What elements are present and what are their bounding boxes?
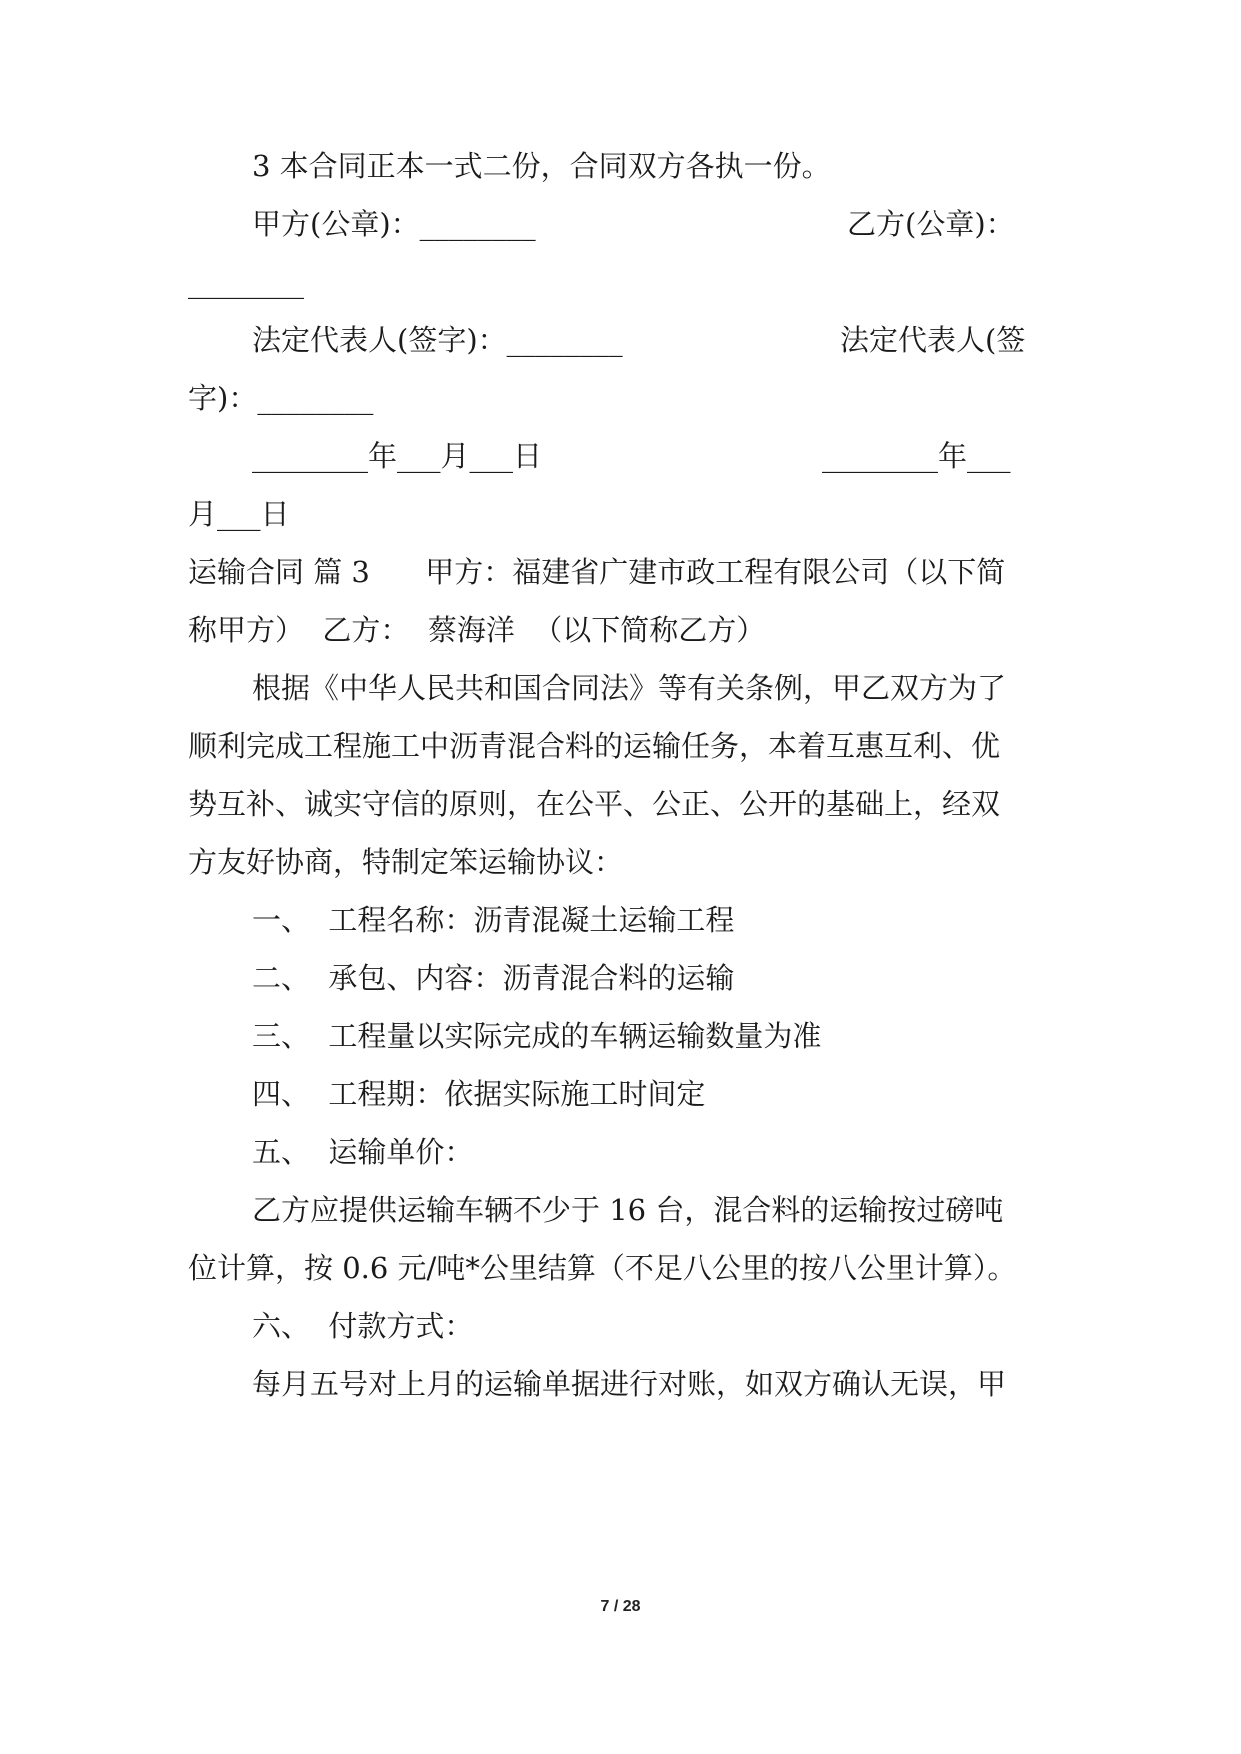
text-line: 月___日: [188, 497, 290, 531]
text-line: ________年___: [822, 439, 1011, 473]
text-line: 根据《中华人民共和国合同法》等有关条例，甲乙双方为了: [252, 671, 1007, 705]
text-line: 运输合同 篇 3 甲方：福建省广建市政工程有限公司（以下简: [188, 555, 1006, 589]
text-line: 六、 付款方式：: [252, 1309, 474, 1343]
text-line: 甲方(公章)：________: [252, 207, 536, 241]
text-line: 顺利完成工程施工中沥青混合料的运输任务，本着互惠互利、优: [188, 729, 1001, 763]
text-line: 势互补、诚实守信的原则，在公平、公正、公开的基础上，经双: [188, 787, 1001, 821]
text-line: 法定代表人(签: [840, 323, 1026, 357]
text-line: 法定代表人(签字)：________: [252, 323, 623, 357]
text-line: ________: [188, 265, 304, 299]
text-line: 3 本合同正本一式二份，合同双方各执一份。: [252, 149, 831, 183]
text-line: 每月五号对上月的运输单据进行对账，如双方确认无误，甲: [252, 1367, 1007, 1401]
text-line: 二、 承包、内容：沥青混合料的运输: [252, 961, 735, 995]
text-line: 四、 工程期：依据实际施工时间定: [252, 1077, 706, 1111]
text-line: 字)：________: [188, 381, 374, 415]
text-line: ________年___月___日: [252, 439, 543, 473]
text-line: 乙方(公章)：: [847, 207, 1015, 241]
text-line: 称甲方） 乙方： 蔡海洋 （以下简称乙方）: [188, 613, 766, 647]
page-number: 7 / 28: [600, 1598, 641, 1615]
text-line: 五、 运输单价：: [252, 1135, 474, 1169]
text-line: 三、 工程量以实际完成的车辆运输数量为准: [252, 1019, 822, 1053]
text-line: 乙方应提供运输车辆不少于 16 台，混合料的运输按过磅吨: [252, 1193, 1004, 1227]
text-line: 一、 工程名称：沥青混凝土运输工程: [252, 903, 735, 937]
text-line: 方友好协商，特制定笨运输协议：: [188, 845, 624, 879]
text-line: 位计算，按 0.6 元/吨*公里结算（不足八公里的按八公里计算）。: [188, 1251, 1017, 1285]
